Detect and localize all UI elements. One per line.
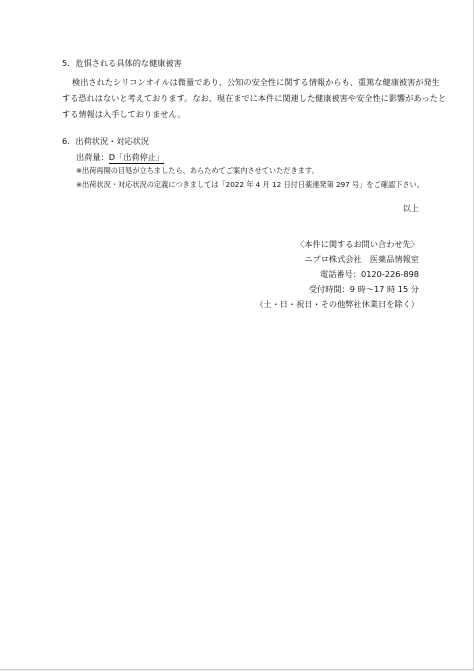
section5-paragraph-line2: する恐れはないと考えております。なお、現在までに本件に関連した健康被害や安全性に影響があったと <box>62 93 447 103</box>
section5-paragraph-line3: する情報は入手しておりません。 <box>62 109 186 119</box>
section5-paragraph-line1: 検出されたシリコンオイルは微量であり、公知の安全性に関する情報からも、重篤な健康被害が発生 <box>72 77 440 87</box>
contact-hours: 受付時間：9 時〜17 時 15 分 <box>308 284 419 294</box>
contact-header: 〈本件に関するお問い合わせ先〉 <box>296 239 419 249</box>
shipment-note-1: ※出荷再開の目処が立ちましたら、あらためてご案内させていただきます。 <box>76 166 319 175</box>
contact-holidays: （土・日・祝日・その他弊社休業日を除く） <box>255 299 419 309</box>
shipment-note-2: ※出荷状況・対応状況の定義につきましては「2022 年 4 月 12 日付日薬連発第 297 号」をご確認下さい。 <box>76 180 424 189</box>
shipment-value: D「出荷停止」 <box>108 152 165 162</box>
section6-heading: 6．出荷状況・対応状況 <box>62 136 150 146</box>
shipment-label: 出荷量： <box>76 152 109 162</box>
contact-phone: 電話番号：0120-226-898 <box>320 269 419 279</box>
closing-mark: 以上 <box>402 203 419 213</box>
contact-company: ニプロ株式会社 医薬品情報室 <box>304 254 419 264</box>
shipment-status <box>76 153 164 161</box>
section5-heading: 5．危惧される具体的な健康被害 <box>62 58 182 68</box>
